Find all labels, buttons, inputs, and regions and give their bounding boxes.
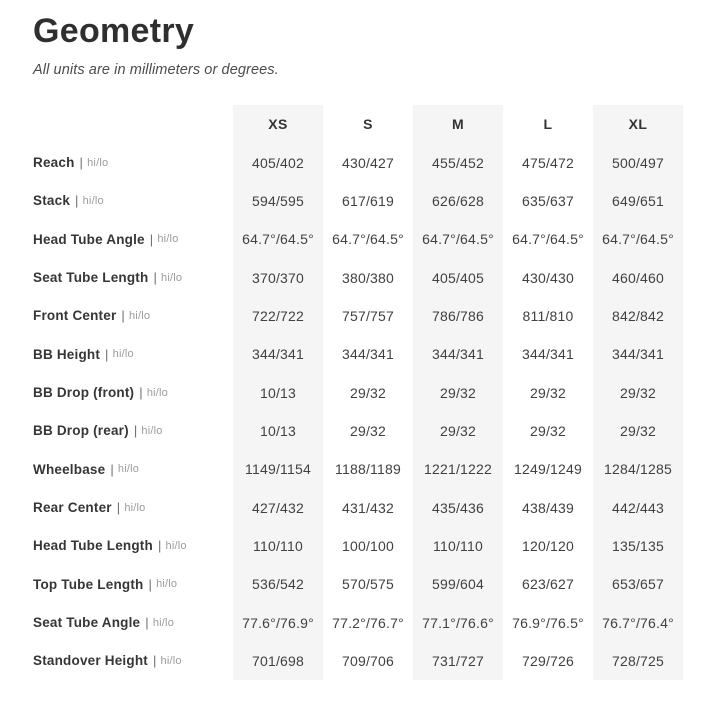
row-label-hilo-suffix: hi/lo: [146, 386, 168, 399]
cell-value: 344/341: [593, 335, 683, 373]
row-label-text: Top Tube Length: [33, 576, 144, 592]
cell-value: 344/341: [341, 346, 394, 363]
column-header-m: M: [413, 105, 503, 143]
cell-value: 1221/1222: [413, 450, 503, 488]
row-label-separator: |: [145, 615, 149, 631]
cell-value: 29/32: [529, 384, 567, 401]
cell-value: 29/32: [349, 422, 387, 439]
column-header-xs: XS: [233, 105, 323, 143]
cell-value: 110/110: [233, 527, 323, 565]
cell-value: 370/370: [233, 258, 323, 296]
cell-value: 438/439: [521, 499, 574, 516]
row-label-separator: |: [121, 308, 125, 324]
row-label-hilo-suffix: hi/lo: [165, 539, 187, 552]
cell-value: 29/32: [593, 412, 683, 450]
row-label-separator: |: [152, 653, 157, 669]
row-label-separator: |: [105, 346, 109, 362]
cell-value: 431/432: [341, 499, 394, 516]
row-label-separator: |: [110, 461, 114, 477]
row-label-separator: |: [116, 500, 121, 516]
column-header-s: S: [363, 116, 373, 133]
row-label-text: BB Drop (rear): [33, 423, 129, 439]
page-subtitle: All units are in millimeters or degrees.: [33, 62, 279, 79]
row-label-separator: |: [75, 193, 79, 209]
cell-value: 570/575: [341, 576, 394, 593]
row-label-text: Wheelbase: [33, 461, 106, 477]
row-label: [33, 565, 233, 603]
row-label-text: Seat Tube Angle: [33, 615, 141, 631]
column-header-l: L: [543, 116, 553, 133]
row-label-separator: |: [139, 385, 143, 401]
page-title: Geometry: [33, 12, 195, 50]
row-label-separator: |: [149, 231, 154, 247]
cell-value: 10/13: [233, 412, 323, 450]
cell-value: 1188/1189: [335, 461, 401, 478]
cell-value: 405/405: [413, 258, 503, 296]
cell-value: 100/100: [341, 537, 394, 554]
cell-value: 709/706: [341, 652, 394, 669]
cell-value: 76.7°/76.4°: [593, 603, 683, 641]
row-label-hilo-suffix: hi/lo: [128, 309, 151, 322]
cell-value: 475/472: [521, 154, 574, 171]
cell-value: 536/542: [233, 565, 323, 603]
row-label: [33, 297, 233, 335]
row-label-text: Head Tube Angle: [33, 231, 145, 247]
cell-value: 29/32: [349, 384, 387, 401]
geometry-table: [33, 105, 683, 680]
cell-value: 29/32: [413, 373, 503, 411]
row-label-text: Reach: [33, 155, 75, 171]
cell-value: 1149/1154: [233, 450, 323, 488]
cell-value: 430/430: [521, 269, 574, 286]
cell-value: 77.2°/76.7°: [332, 614, 404, 631]
cell-value: 623/627: [521, 576, 574, 593]
row-label-hilo-suffix: hi/lo: [112, 348, 134, 361]
row-label-hilo-suffix: hi/lo: [152, 616, 175, 629]
cell-value: 430/427: [341, 154, 394, 171]
cell-value: 135/135: [593, 527, 683, 565]
row-label-hilo-suffix: hi/lo: [160, 654, 182, 667]
cell-value: 842/842: [593, 297, 683, 335]
row-label-hilo-suffix: hi/lo: [157, 233, 179, 246]
cell-value: 76.9°/76.5°: [512, 614, 584, 631]
cell-value: 635/637: [521, 192, 574, 209]
row-label: [33, 373, 233, 411]
cell-value: 599/604: [413, 565, 503, 603]
row-label: [33, 412, 233, 450]
cell-value: 64.7°/64.5°: [593, 220, 683, 258]
row-label-hilo-suffix: hi/lo: [161, 271, 183, 284]
row-label-hilo-suffix: hi/lo: [156, 578, 178, 591]
cell-value: 29/32: [529, 422, 567, 439]
cell-value: 649/651: [593, 182, 683, 220]
row-label-text: Seat Tube Length: [33, 270, 149, 286]
cell-value: 29/32: [593, 373, 683, 411]
row-label-hilo-suffix: hi/lo: [117, 463, 140, 476]
row-label: [33, 450, 233, 488]
cell-value: 653/657: [593, 565, 683, 603]
cell-value: 500/497: [593, 143, 683, 181]
cell-value: 729/726: [521, 652, 574, 669]
row-label-separator: |: [79, 155, 84, 171]
row-label-separator: |: [148, 576, 153, 592]
cell-value: 811/810: [522, 307, 574, 324]
cell-value: 435/436: [413, 488, 503, 526]
cell-value: 626/628: [413, 182, 503, 220]
cell-value: 29/32: [413, 412, 503, 450]
row-label-separator: |: [153, 270, 158, 286]
header-spacer-cell: [33, 105, 233, 143]
cell-value: 1284/1285: [593, 450, 683, 488]
cell-value: 77.6°/76.9°: [233, 603, 323, 641]
cell-value: 594/595: [233, 182, 323, 220]
row-label: [33, 182, 233, 220]
cell-value: 460/460: [593, 258, 683, 296]
row-label: [33, 220, 233, 258]
cell-value: 64.7°/64.5°: [332, 231, 404, 248]
cell-value: 120/120: [521, 537, 574, 554]
cell-value: 786/786: [413, 297, 503, 335]
column-header-xl: XL: [593, 105, 683, 143]
cell-value: 1249/1249: [514, 461, 582, 478]
row-label: [33, 642, 233, 680]
row-label-separator: |: [133, 423, 138, 439]
cell-value: 64.7°/64.5°: [233, 220, 323, 258]
cell-value: 455/452: [413, 143, 503, 181]
row-label: [33, 603, 233, 641]
row-label-hilo-suffix: hi/lo: [124, 501, 146, 514]
cell-value: 380/380: [341, 269, 394, 286]
cell-value: 757/757: [341, 307, 394, 324]
cell-value: 722/722: [233, 297, 323, 335]
row-label: [33, 143, 233, 181]
row-label: [33, 335, 233, 373]
row-label-hilo-suffix: hi/lo: [141, 424, 163, 437]
cell-value: 64.7°/64.5°: [512, 231, 584, 248]
cell-value: 344/341: [233, 335, 323, 373]
row-label-text: BB Height: [33, 346, 101, 362]
cell-value: 344/341: [413, 335, 503, 373]
row-label-text: Stack: [33, 193, 71, 209]
cell-value: 344/341: [521, 346, 574, 363]
cell-value: 701/698: [233, 642, 323, 680]
row-label-hilo-suffix: hi/lo: [87, 156, 109, 169]
cell-value: 617/619: [341, 192, 394, 209]
cell-value: 77.1°/76.6°: [413, 603, 503, 641]
cell-value: 110/110: [413, 527, 503, 565]
cell-value: 10/13: [233, 373, 323, 411]
cell-value: 405/402: [233, 143, 323, 181]
row-label-text: BB Drop (front): [33, 385, 135, 401]
row-label-text: Standover Height: [33, 653, 148, 669]
cell-value: 442/443: [593, 488, 683, 526]
row-label-separator: |: [157, 538, 162, 554]
row-label: [33, 527, 233, 565]
row-label-hilo-suffix: hi/lo: [82, 194, 104, 207]
cell-value: 427/432: [233, 488, 323, 526]
row-label-text: Front Center: [33, 308, 117, 324]
cell-value: 64.7°/64.5°: [413, 220, 503, 258]
cell-value: 728/725: [593, 642, 683, 680]
row-label-text: Rear Center: [33, 500, 112, 516]
row-label: [33, 258, 233, 296]
cell-value: 731/727: [413, 642, 503, 680]
row-label-text: Head Tube Length: [33, 538, 153, 554]
row-label: [33, 488, 233, 526]
